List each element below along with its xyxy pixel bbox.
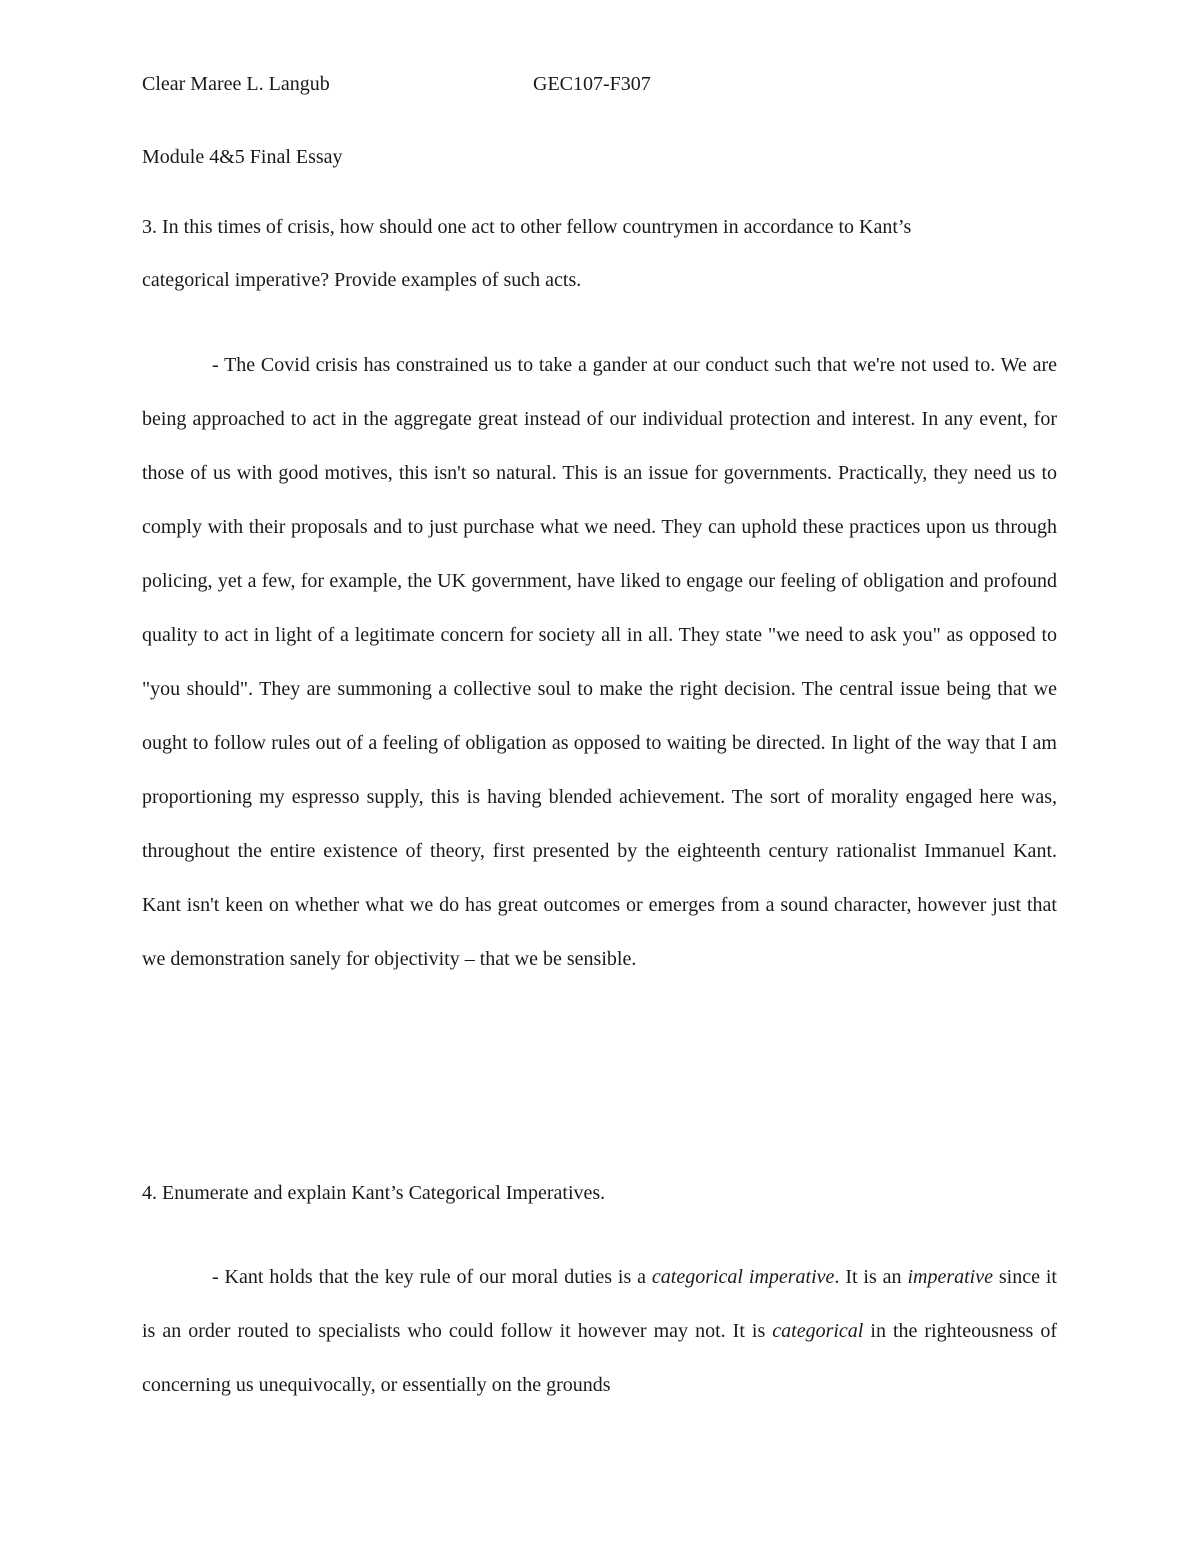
answer-4-text-a: - Kant holds that the key rule of our moral duties is a: [212, 1266, 652, 1288]
answer-4-text-c: . It is an: [834, 1266, 908, 1288]
author-name: Clear Maree L. Langub: [142, 73, 330, 95]
question-4-prompt: 4. Enumerate and explain Kant’s Categorical Imperatives.: [142, 1182, 606, 1204]
answer-4-text-g: in the righteousness of concerning us unequivocally, or essentially on the grounds: [142, 1320, 1057, 1396]
answer-4-paragraph: [142, 1250, 1057, 1412]
answer-4-italic-categorical: categorical: [772, 1320, 864, 1342]
question-3-line-2: categorical imperative? Provide examples of such acts.: [142, 269, 582, 291]
answer-4-italic-categorical-imperative: categorical imperative: [651, 1266, 835, 1288]
answer-4-text-e: since it is an order routed to specialists who could follow it however may not. It is: [142, 1266, 1057, 1342]
answer-4-italic-imperative: imperative: [907, 1266, 993, 1288]
question-3-line-1: 3. In this times of crisis, how should one act to other fellow countrymen in accordance to Kant’s: [142, 216, 912, 238]
answer-3-paragraph: - The Covid crisis has constrained us to take a gander at our conduct such that we're not used to. We are being approached to act in the aggregate great instead of our individual protection and interest. In any event, for those of us with good motives, this isn't so natural. This is an issue for governments. Practically, they need us to comply with their proposals and to just purchase what we need. They can uphold these practices upon us through policing, yet a few, for example, the UK government, have liked to engage our feeling of obligation and profound quality to act in light of a legitimate concern for society all in all. They state "we need to ask you" as opposed to "you should". They are summoning a collective soul to make the right decision. The central issue being that we ought to follow rules out of a feeling of obligation as opposed to waiting be directed. In light of the way that I am proportioning my espresso supply, this is having blended achievement. The sort of morality engaged here was, throughout the entire existence of theory, first presented by the eighteenth century rationalist Immanuel Kant. Kant isn't keen on whether what we do has great outcomes or emerges from a sound character, however just that we demonstration sanely for objectivity – that we be sensible.: [142, 354, 1057, 970]
course-code: GEC107-F307: [533, 73, 651, 95]
module-title: Module 4&5 Final Essay: [142, 146, 343, 168]
